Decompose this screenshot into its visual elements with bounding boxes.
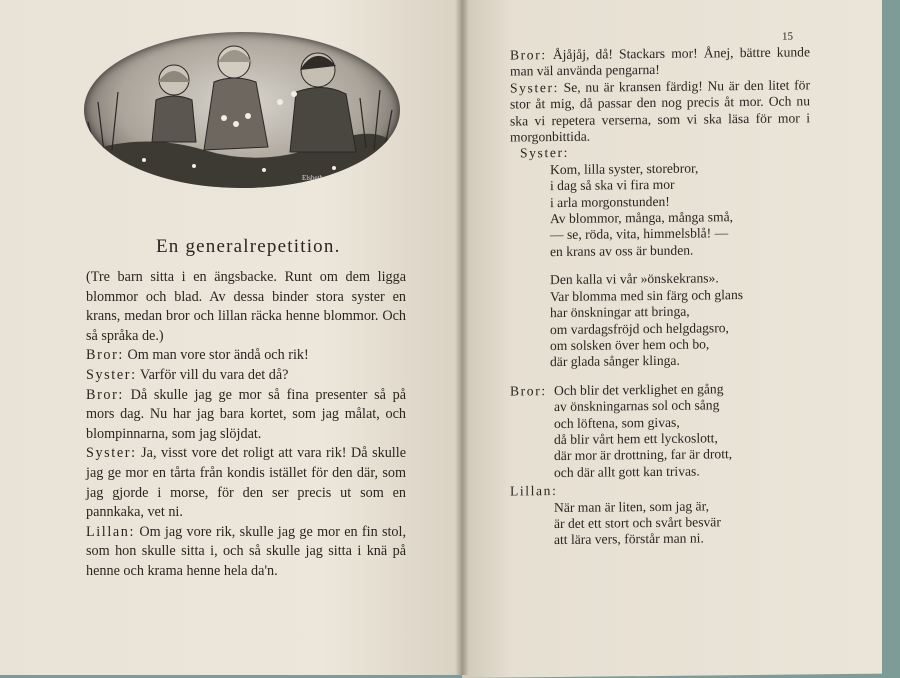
verse-line: Den kalla vi vår »önskekrans».: [550, 270, 719, 288]
verse-syster-2: [510, 270, 810, 372]
speaker-syster: Syster:: [520, 145, 569, 161]
verse-lillan: [510, 497, 810, 549]
right-text: [510, 44, 810, 549]
verse-line: av önskningarnas sol och sång: [554, 397, 720, 415]
verse-line: och löftena, som givas,: [554, 414, 680, 431]
verse-line: — se, röda, vita, himmelsblå! —: [550, 225, 729, 243]
verse-bror: [510, 380, 810, 482]
line-text: Se, nu är kransen färdig! Nu är den litet för stor åt mig, då passar den nog precis åt mor. Och nu ska vi repetera verserna, som vi ska läsa för mor i morgonbittida.: [510, 77, 810, 145]
speaker-name: Bror:: [510, 47, 547, 63]
book-gutter: [455, 0, 469, 675]
verse-line: När man är liten, som jag är,: [554, 497, 709, 515]
illustration-drawing: [84, 32, 400, 188]
speaker-name: Syster:: [510, 79, 559, 96]
play-title: En generalrepetition.: [156, 236, 341, 257]
verse-line: och där allt gott kan trivas.: [554, 463, 700, 480]
dialogue-line: [86, 346, 406, 366]
verse-line: Av blommor, många, många små,: [550, 209, 734, 227]
verse-line: där mor är drottning, far är drott,: [554, 446, 733, 464]
illustration-signature: Elsbeth: [302, 174, 323, 182]
speaker-lillan: Lillan:: [510, 483, 558, 499]
verse-line: om vardagsfröjd och helgdagsro,: [550, 319, 729, 337]
dialogue-line: [86, 444, 406, 522]
verse-line: Och blir det verklighet en gång: [554, 380, 724, 398]
speaker-name: Bror:: [86, 347, 124, 364]
line-text: Då skulle jag ge mor så fina presenter så på mors dag. Nu har jag bara kortet, som jag målat, och blompinnarna, som jag slöjdat.: [86, 386, 406, 442]
verse-line: i dag så ska vi fira mor: [550, 177, 675, 194]
verse-line: i arla morgonstunden!: [550, 193, 670, 210]
stage-direction: (Tre barn sitta i en ängsbacke. Runt om dem ligga blommor och blad. Av dessa binder stora syster en krans, medan bror och lillan räcka henne blommor. Och så språka de.): [86, 269, 406, 344]
verse-line: då blir vårt hem ett lyckoslott,: [554, 430, 718, 447]
verse-line: där glada sånger klinga.: [550, 353, 680, 370]
speaker-name: Lillan:: [86, 523, 136, 540]
speaker-name: Syster:: [86, 366, 137, 383]
verse-line: har önskningar att bringa,: [550, 303, 690, 321]
verse-line: att lära vers, förstår man ni.: [554, 530, 704, 548]
right-page: [462, 0, 882, 678]
verse-line: är det ett stort och svårt besvär: [554, 514, 721, 532]
children-meadow-illustration: [84, 32, 400, 188]
page-number: 15: [782, 30, 793, 43]
verse-line: en krans av oss är bunden.: [550, 242, 694, 259]
verse-line: Var blomma med sin färg och glans: [550, 286, 744, 304]
dialogue-line: [510, 44, 810, 80]
verse-line: Kom, lilla syster, storebror,: [550, 160, 699, 177]
line-text: Varför vill du vara det då?: [136, 366, 289, 383]
speaker-bror: Bror:: [510, 382, 547, 399]
line-text: Åjåjåj, då! Stackars mor! Ånej, bättre kunde man väl använda pengarna!: [510, 44, 810, 79]
dialogue-line: [86, 386, 406, 445]
line-text: Ja, visst vore det roligt att vara rik! Då skulle jag ge mor en tårta från kondis istället för den där, som jag gjorde i morse, för den ser precis ut som en pannkaka, vet ni.: [86, 445, 406, 521]
verse-line: om solsken över hem och bo,: [550, 336, 710, 353]
bror-verse-block: [510, 380, 810, 482]
line-text: Om man vore stor ändå och rik!: [123, 347, 309, 364]
dialogue-line: [510, 77, 810, 146]
verse-syster-1: [510, 159, 810, 261]
speaker-name: Syster:: [86, 445, 137, 462]
speaker-name: Bror:: [86, 386, 124, 403]
line-text: Om jag vore rik, skulle jag ge mor en fin stol, som hon skulle sitta i, och så skulle jag sitta i knä på henne och krama henne hela da'n.: [86, 523, 406, 579]
left-prose: [86, 268, 406, 582]
dialogue-line: [86, 366, 406, 386]
dialogue-line: [86, 523, 406, 582]
